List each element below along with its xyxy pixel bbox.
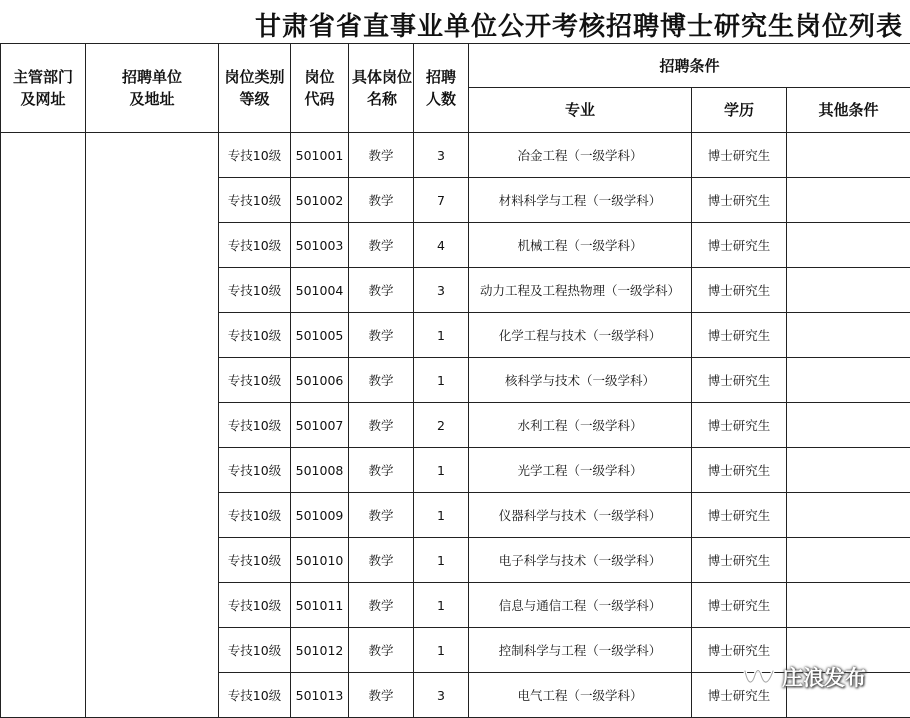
major-cell: 核科学与技术（一级学科） (469, 358, 692, 403)
name-cell: 教学 (349, 448, 414, 493)
code-cell: 501002 (291, 178, 349, 223)
header-major: 专业 (469, 88, 692, 133)
name-cell: 教学 (349, 268, 414, 313)
grade-cell: 专技10级 (219, 358, 291, 403)
header-code: 岗位代码 (291, 44, 349, 133)
header-count: 招聘人数 (414, 44, 469, 133)
watermark-text: 庄浪发布 (782, 666, 866, 690)
major-cell: 水利工程（一级学科） (469, 403, 692, 448)
major-cell: 化学工程与技术（一级学科） (469, 313, 692, 358)
watermark (742, 662, 866, 692)
edu-cell: 博士研究生 (692, 673, 787, 718)
edu-cell: 博士研究生 (692, 313, 787, 358)
grade-cell: 专技10级 (219, 223, 291, 268)
name-cell: 教学 (349, 673, 414, 718)
count-cell: 3 (414, 673, 469, 718)
wechat-channel-icon (742, 663, 776, 691)
name-cell: 教学 (349, 313, 414, 358)
grade-cell: 专技10级 (219, 493, 291, 538)
major-cell: 电子科学与技术（一级学科） (469, 538, 692, 583)
count-cell: 1 (414, 358, 469, 403)
header-grade: 岗位类别等级 (219, 44, 291, 133)
other-cell (787, 493, 910, 538)
other-cell (787, 448, 910, 493)
code-cell: 501009 (291, 493, 349, 538)
code-cell: 501007 (291, 403, 349, 448)
grade-cell: 专技10级 (219, 313, 291, 358)
code-cell: 501010 (291, 538, 349, 583)
name-cell: 教学 (349, 538, 414, 583)
code-cell: 501003 (291, 223, 349, 268)
code-cell: 501004 (291, 268, 349, 313)
table-row (1, 133, 910, 178)
edu-cell: 博士研究生 (692, 223, 787, 268)
count-cell: 4 (414, 223, 469, 268)
other-cell (787, 313, 910, 358)
major-cell: 光学工程（一级学科） (469, 448, 692, 493)
count-cell: 2 (414, 403, 469, 448)
edu-cell: 博士研究生 (692, 358, 787, 403)
edu-cell: 博士研究生 (692, 403, 787, 448)
grade-cell: 专技10级 (219, 448, 291, 493)
name-cell: 教学 (349, 493, 414, 538)
major-cell: 仪器科学与技术（一级学科） (469, 493, 692, 538)
grade-cell: 专技10级 (219, 538, 291, 583)
count-cell: 7 (414, 178, 469, 223)
job-table (0, 43, 910, 718)
major-cell: 信息与通信工程（一级学科） (469, 583, 692, 628)
grade-cell: 专技10级 (219, 628, 291, 673)
grade-cell: 专技10级 (219, 268, 291, 313)
header-unit: 招聘单位及地址 (86, 44, 219, 133)
page-title: 甘肃省省直事业单位公开考核招聘博士研究生岗位列表 (255, 12, 904, 42)
code-cell: 501008 (291, 448, 349, 493)
count-cell: 1 (414, 538, 469, 583)
other-cell (787, 358, 910, 403)
edu-cell: 博士研究生 (692, 178, 787, 223)
other-cell (787, 223, 910, 268)
header-other: 其他条件 (787, 88, 910, 133)
count-cell: 1 (414, 448, 469, 493)
grade-cell: 专技10级 (219, 583, 291, 628)
grade-cell: 专技10级 (219, 403, 291, 448)
unit-cell (86, 133, 219, 718)
grade-cell: 专技10级 (219, 178, 291, 223)
edu-cell: 博士研究生 (692, 628, 787, 673)
count-cell: 3 (414, 268, 469, 313)
edu-cell: 博士研究生 (692, 133, 787, 178)
name-cell: 教学 (349, 628, 414, 673)
dept-cell (1, 133, 86, 718)
code-cell: 501011 (291, 583, 349, 628)
edu-cell: 博士研究生 (692, 448, 787, 493)
code-cell: 501013 (291, 673, 349, 718)
grade-cell: 专技10级 (219, 673, 291, 718)
grade-cell: 专技10级 (219, 133, 291, 178)
code-cell: 501006 (291, 358, 349, 403)
other-cell (787, 583, 910, 628)
major-cell: 控制科学与工程（一级学科） (469, 628, 692, 673)
name-cell: 教学 (349, 358, 414, 403)
header-conditions: 招聘条件 (469, 44, 910, 88)
code-cell: 501005 (291, 313, 349, 358)
count-cell: 1 (414, 583, 469, 628)
name-cell: 教学 (349, 583, 414, 628)
name-cell: 教学 (349, 133, 414, 178)
header-edu: 学历 (692, 88, 787, 133)
edu-cell: 博士研究生 (692, 538, 787, 583)
name-cell: 教学 (349, 403, 414, 448)
major-cell: 电气工程（一级学科） (469, 673, 692, 718)
edu-cell: 博士研究生 (692, 268, 787, 313)
count-cell: 1 (414, 628, 469, 673)
count-cell: 3 (414, 133, 469, 178)
table-header (1, 44, 910, 133)
major-cell: 冶金工程（一级学科） (469, 133, 692, 178)
table-body (1, 133, 910, 718)
name-cell: 教学 (349, 178, 414, 223)
other-cell (787, 268, 910, 313)
other-cell (787, 403, 910, 448)
name-cell: 教学 (349, 223, 414, 268)
major-cell: 材料科学与工程（一级学科） (469, 178, 692, 223)
code-cell: 501012 (291, 628, 349, 673)
other-cell (787, 178, 910, 223)
edu-cell: 博士研究生 (692, 493, 787, 538)
other-cell (787, 538, 910, 583)
code-cell: 501001 (291, 133, 349, 178)
other-cell (787, 133, 910, 178)
header-name: 具体岗位名称 (349, 44, 414, 133)
major-cell: 机械工程（一级学科） (469, 223, 692, 268)
count-cell: 1 (414, 493, 469, 538)
edu-cell: 博士研究生 (692, 583, 787, 628)
major-cell: 动力工程及工程热物理（一级学科） (469, 268, 692, 313)
count-cell: 1 (414, 313, 469, 358)
header-dept: 主管部门及网址 (1, 44, 86, 133)
